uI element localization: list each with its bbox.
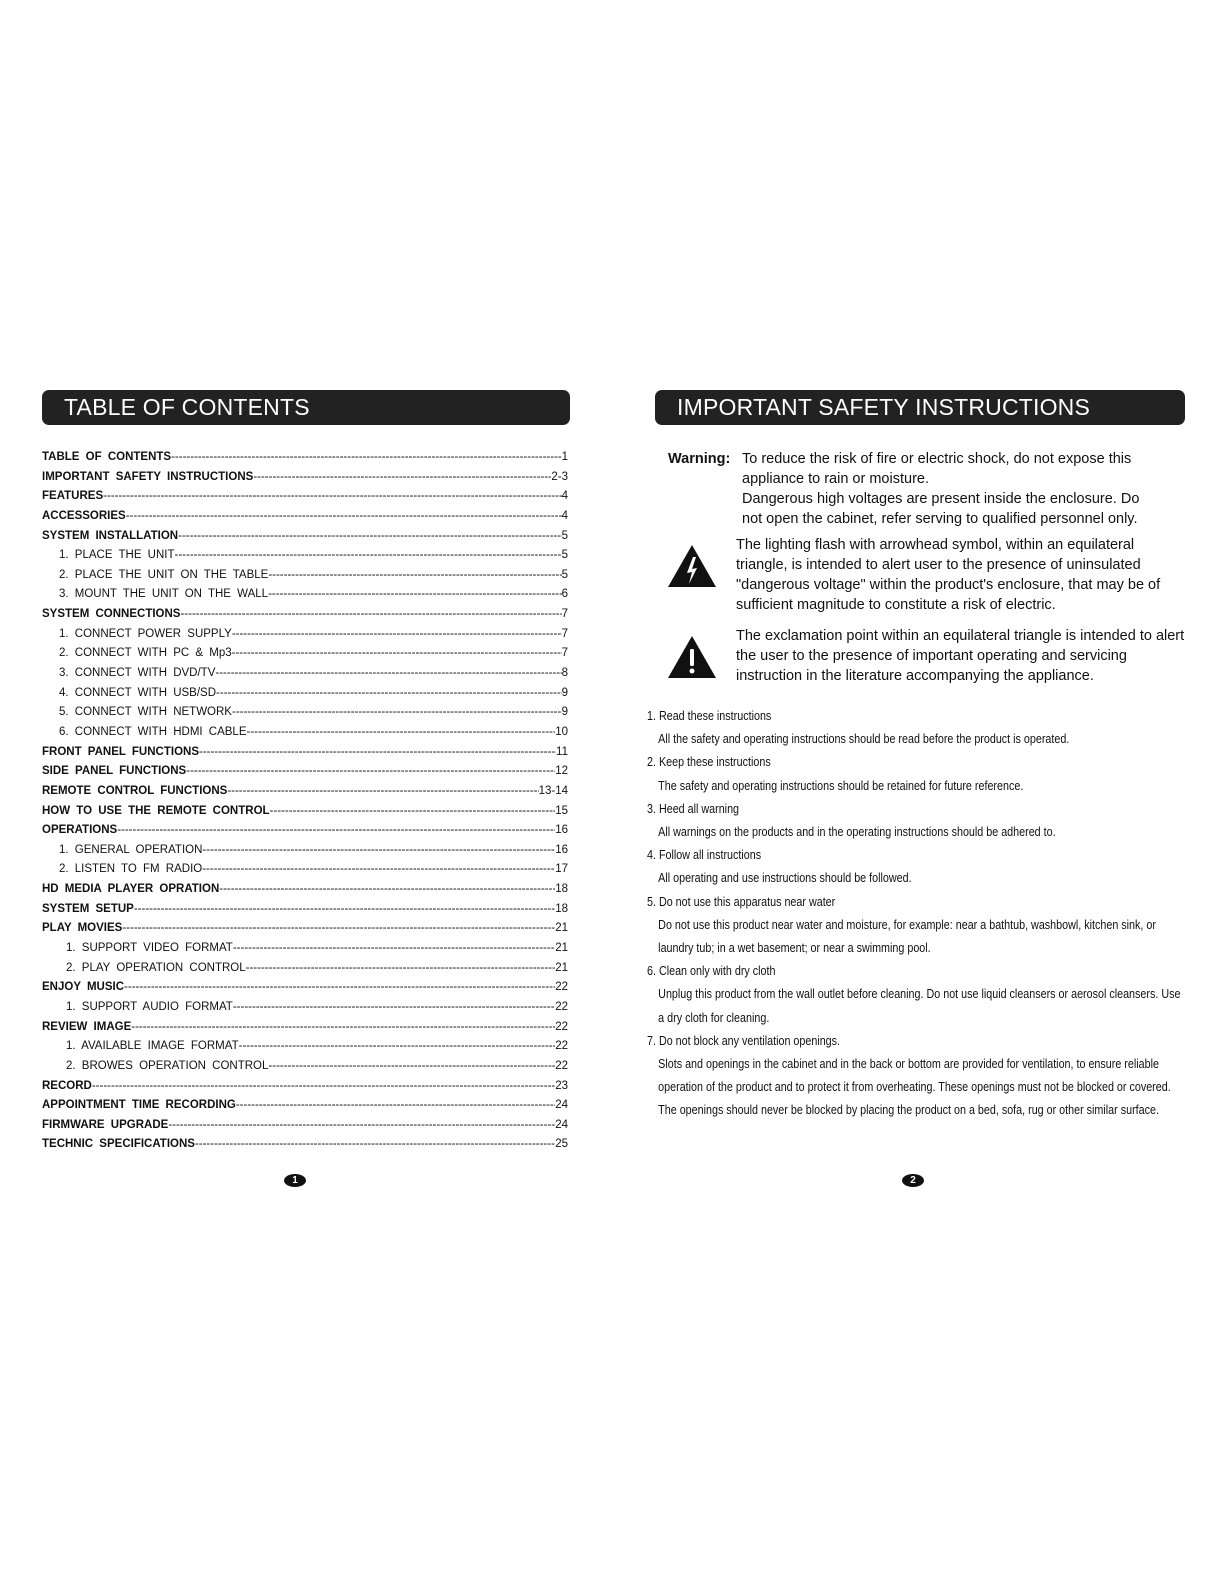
toc-leader-dots: [233, 1001, 555, 1013]
toc-entry: [42, 824, 568, 844]
lightning-warning-icon: [666, 543, 718, 589]
toc-entry-title: ENJOY MUSIC: [42, 981, 125, 994]
toc-leader-dots: [246, 962, 556, 974]
toc-entry-page: 21: [555, 961, 568, 974]
safety-rule: [647, 751, 1187, 797]
toc-leader-dots: [103, 490, 561, 502]
toc-leader-dots: [247, 726, 556, 738]
toc-leader-dots: [232, 647, 562, 659]
toc-entry: [42, 530, 568, 550]
safety-rule-body: The safety and operating instructions should be retained for future reference.: [658, 778, 1024, 793]
toc-entry-title: SYSTEM SETUP: [42, 902, 134, 915]
safety-rule: [647, 1030, 1187, 1123]
toc-entry-page: 18: [555, 883, 568, 896]
safety-rule-heading: 1. Read these instructions: [647, 709, 772, 723]
toc-entry: [42, 687, 568, 707]
safety-rule-heading: 7. Do not block any ventilation openings.: [647, 1033, 841, 1048]
toc-leader-dots: [92, 1080, 555, 1092]
toc-entry-title: 2. LISTEN TO FM RADIO: [59, 863, 203, 876]
toc-leader-dots: [202, 844, 555, 856]
toc-entry-title: 3. MOUNT THE UNIT ON THE WALL: [59, 588, 269, 601]
toc-entry-page: 17: [555, 863, 568, 876]
toc-entry-title: 1. PLACE THE UNIT: [59, 549, 175, 562]
symbol-description: The lighting flash with arrowhead symbol, within an equilateral triangle, is intended to alert user to the presence of uninsulated "dangerous voltage" within the product's enclosure, that may be of sufficient magnitude to constitute a risk of electric.: [736, 537, 1161, 613]
toc-entry: [42, 726, 568, 746]
safety-rule: [647, 798, 1187, 844]
toc-entry-title: 5. CONNECT WITH NETWORK: [59, 706, 232, 719]
toc-leader-dots: [232, 628, 562, 640]
toc-entry-page: 22: [555, 981, 568, 994]
toc-leader-dots: [117, 824, 555, 836]
toc-leader-dots: [171, 451, 562, 463]
table-of-contents: [42, 451, 568, 1158]
toc-entry: [42, 1080, 568, 1100]
toc-entry: [42, 962, 568, 982]
toc-entry-page: 23: [555, 1079, 568, 1092]
toc-entry: [42, 667, 568, 687]
toc-entry-title: SYSTEM INSTALLATION: [42, 529, 179, 542]
toc-entry-title: 4. CONNECT WITH USB/SD: [59, 686, 217, 699]
toc-entry-page: 21: [555, 942, 568, 955]
toc-entry-page: 9: [561, 686, 568, 699]
toc-entry-page: 8: [561, 667, 568, 680]
safety-rule: [647, 891, 1187, 961]
toc-entry: [42, 922, 568, 942]
toc-entry: [42, 490, 568, 510]
toc-entry: [42, 471, 568, 491]
toc-leader-dots: [268, 1060, 555, 1072]
safety-rule-body: Do not use this product near water and moisture, for example: near a bathtub, washbowl, kitchen sink, or laundry tub; in a wet basement; or near a swimming pool.: [658, 917, 1156, 956]
toc-entry: [42, 883, 568, 903]
toc-entry-title: IMPORTANT SAFETY INSTRUCTIONS: [42, 470, 254, 483]
toc-entry: [42, 942, 568, 962]
toc-entry: [42, 1138, 568, 1158]
toc-entry-title: 1. CONNECT POWER SUPPLY: [59, 627, 232, 640]
toc-entry: [42, 805, 568, 825]
toc-leader-dots: [268, 569, 561, 581]
toc-entry-page: 24: [555, 1118, 568, 1131]
toc-entry-page: 16: [555, 843, 568, 856]
toc-entry-page: 24: [555, 1099, 568, 1112]
toc-leader-dots: [195, 1138, 555, 1150]
toc-entry-page: 6: [561, 588, 568, 601]
toc-leader-dots: [215, 667, 561, 679]
toc-entry-title: 2. PLAY OPERATION CONTROL: [66, 961, 246, 974]
toc-leader-dots: [134, 903, 555, 915]
toc-entry: [42, 981, 568, 1001]
toc-leader-dots: [202, 863, 555, 875]
safety-rule-heading: 2. Keep these instructions: [647, 755, 771, 770]
toc-entry-title: OPERATIONS: [42, 824, 118, 837]
warning-line: Dangerous high voltages are present inside the enclosure. Do not open the cabinet, refer serving to qualified personnel only.: [742, 491, 1140, 527]
toc-entry-title: HD MEDIA PLAYER OPRATION: [42, 883, 220, 896]
toc-entry-title: RECORD: [42, 1079, 92, 1092]
toc-entry: [42, 510, 568, 530]
toc-entry: [42, 569, 568, 589]
toc-entry-title: 6. CONNECT WITH HDMI CABLE: [59, 725, 247, 738]
toc-entry-page: 2-3: [551, 470, 568, 483]
toc-entry: [42, 746, 568, 766]
safety-rule-body: All the safety and operating instructions should be read before the product is operated.: [658, 732, 1070, 747]
warning-text: [742, 449, 1162, 529]
toc-entry-title: REVIEW IMAGE: [42, 1020, 132, 1033]
toc-entry-title: TABLE OF CONTENTS: [42, 451, 172, 463]
toc-leader-dots: [233, 942, 555, 954]
toc-leader-dots: [219, 883, 555, 895]
toc-leader-dots: [126, 510, 562, 522]
toc-entry: [42, 844, 568, 864]
page-number: 1: [284, 1174, 306, 1187]
toc-entry-page: 21: [555, 922, 568, 935]
toc-entry-title: 1. SUPPORT AUDIO FORMAT: [66, 1000, 233, 1013]
toc-entry-title: 1. SUPPORT VIDEO FORMAT: [66, 942, 233, 955]
toc-entry: [42, 1119, 568, 1139]
toc-entry: [42, 588, 568, 608]
toc-entry: [42, 1021, 568, 1041]
toc-entry-title: REMOTE CONTROL FUNCTIONS: [42, 784, 228, 797]
toc-entry-page: 16: [555, 824, 568, 837]
toc-entry-title: 2. PLACE THE UNIT ON THE TABLE: [59, 568, 269, 581]
safety-rule: [647, 705, 1187, 751]
toc-entry-page: 15: [555, 804, 568, 817]
safety-rule-heading: 6. Clean only with dry cloth: [647, 964, 776, 979]
toc-entry-title: 1. GENERAL OPERATION: [59, 843, 203, 856]
toc-entry: [42, 1001, 568, 1021]
safety-rule-body: All warnings on the products and in the operating instructions should be adhered to.: [658, 825, 1056, 840]
toc-entry-page: 22: [555, 1059, 568, 1072]
toc-leader-dots: [168, 1119, 555, 1131]
toc-entry-title: SIDE PANEL FUNCTIONS: [42, 765, 187, 778]
toc-leader-dots: [180, 608, 561, 620]
warning-label: Warning:: [668, 451, 731, 467]
toc-leader-dots: [124, 981, 555, 993]
toc-leader-dots: [236, 1099, 555, 1111]
toc-entry-page: 9: [561, 706, 568, 719]
toc-leader-dots: [131, 1021, 555, 1033]
toc-entry-title: APPOINTMENT TIME RECORDING: [42, 1099, 236, 1112]
toc-entry: [42, 1040, 568, 1060]
toc-entry-page: 10: [555, 725, 568, 738]
toc-leader-dots: [122, 922, 555, 934]
toc-entry-page: 5: [561, 549, 568, 562]
toc-entry: [42, 903, 568, 923]
toc-entry-title: PLAY MOVIES: [42, 922, 123, 935]
toc-entry-page: 22: [555, 1020, 568, 1033]
toc-entry-page: 13-14: [538, 784, 568, 797]
toc-entry-title: 2. BROWES OPERATION CONTROL: [66, 1059, 269, 1072]
toc-leader-dots: [270, 805, 556, 817]
page-title: TABLE OF CONTENTS: [42, 390, 570, 425]
symbol-description: The exclamation point within an equilateral triangle is intended to alert the user to the presence of important operating and servicing instruction in the literature accompanying the appliance.: [736, 628, 1185, 684]
toc-entry: [42, 451, 568, 471]
toc-leader-dots: [199, 746, 556, 758]
toc-entry-title: SYSTEM CONNECTIONS: [42, 608, 181, 621]
safety-rule-heading: 3. Heed all warning: [647, 801, 740, 816]
toc-entry-page: 4: [561, 509, 568, 522]
toc-entry: [42, 863, 568, 883]
toc-entry-title: 2. CONNECT WITH PC & Mp3: [59, 647, 232, 660]
toc-entry-page: 1: [561, 451, 568, 463]
toc-entry: [42, 785, 568, 805]
toc-entry-page: 4: [561, 490, 568, 503]
toc-entry: [42, 1060, 568, 1080]
safety-rule: [647, 960, 1187, 1030]
safety-rule-heading: 5. Do not use this apparatus near water: [647, 894, 836, 909]
toc-entry-page: 18: [555, 902, 568, 915]
toc-entry-page: 12: [555, 765, 568, 778]
toc-entry-page: 5: [561, 529, 568, 542]
safety-rule: [647, 844, 1187, 890]
page-title: IMPORTANT SAFETY INSTRUCTIONS: [655, 390, 1185, 425]
toc-leader-dots: [216, 687, 562, 699]
safety-rule-body: All operating and use instructions should be followed.: [658, 871, 912, 886]
exclamation-warning-icon: [666, 634, 718, 680]
toc-entry-page: 22: [555, 1000, 568, 1013]
safety-rule-body: Slots and openings in the cabinet and in the back or bottom are provided for ventilation, to ensure reliable operation of the product and to protect it from overheating. These openings must not be blocked or covered. The openings should never be blocked by placing the product on a bed, sofa, rug or other similar surface.: [658, 1057, 1171, 1118]
safety-rule-body: Unplug this product from the wall outlet before cleaning. Do not use liquid cleansers or aerosol cleansers. Use a dry cloth for cleaning.: [658, 987, 1181, 1025]
toc-entry: [42, 608, 568, 628]
toc-leader-dots: [239, 1040, 556, 1052]
toc-entry: [42, 628, 568, 648]
toc-entry-title: ACCESSORIES: [42, 509, 126, 522]
toc-entry-title: FIRMWARE UPGRADE: [42, 1118, 169, 1131]
toc-entry-title: FEATURES: [42, 490, 104, 503]
toc-entry: [42, 549, 568, 569]
page-number: 2: [902, 1174, 924, 1187]
toc-entry-title: 1. AVAILABLE IMAGE FORMAT: [66, 1040, 239, 1053]
warning-line: To reduce the risk of fire or electric shock, do not expose this appliance to rain or moisture.: [742, 451, 1132, 487]
toc-entry-title: 3. CONNECT WITH DVD/TV: [59, 667, 216, 680]
safety-rule-heading: 4. Follow all instructions: [647, 848, 762, 863]
toc-leader-dots: [253, 471, 551, 483]
toc-entry-page: 25: [555, 1138, 568, 1151]
toc-entry: [42, 706, 568, 726]
toc-entry-page: 22: [555, 1040, 568, 1053]
toc-leader-dots: [175, 549, 562, 561]
toc-entry-page: 7: [561, 647, 568, 660]
toc-leader-dots: [268, 588, 562, 600]
toc-entry: [42, 647, 568, 667]
toc-entry: [42, 1099, 568, 1119]
toc-entry-page: 5: [561, 568, 568, 581]
safety-rules-list: [647, 705, 1187, 1123]
toc-entry-page: 7: [561, 608, 568, 621]
toc-leader-dots: [186, 765, 555, 777]
toc-leader-dots: [178, 530, 561, 542]
toc-entry-page: 7: [561, 627, 568, 640]
toc-entry-page: 11: [556, 745, 568, 758]
right-page: [612, 0, 1225, 1585]
toc-leader-dots: [227, 785, 538, 797]
toc-entry-title: FRONT PANEL FUNCTIONS: [42, 745, 199, 758]
toc-leader-dots: [232, 706, 562, 718]
toc-entry-title: HOW TO USE THE REMOTE CONTROL: [42, 804, 270, 817]
toc-entry: [42, 765, 568, 785]
toc-entry-title: TECHNIC SPECIFICATIONS: [42, 1138, 195, 1151]
left-page: [0, 0, 612, 1585]
